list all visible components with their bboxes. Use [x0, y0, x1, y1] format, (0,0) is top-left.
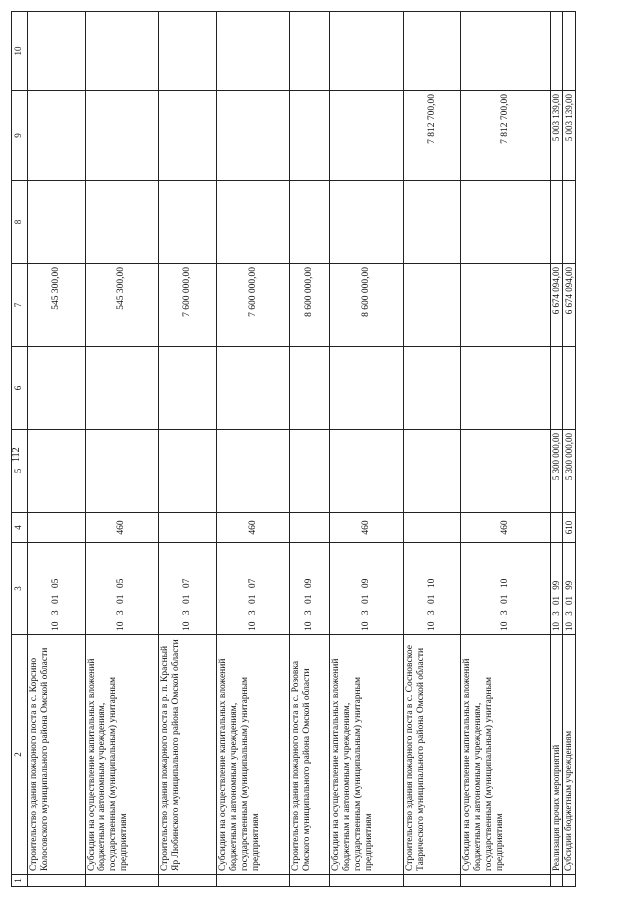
cell-col-6	[290, 347, 330, 430]
cell-col-5	[216, 430, 290, 513]
cell-col-6	[85, 347, 159, 430]
cell-col-7	[461, 264, 550, 347]
cell-col-2: Субсидии бюджетным учреждениям	[563, 635, 576, 875]
cell-col-8	[550, 181, 563, 264]
table-row	[290, 12, 330, 887]
table-row	[550, 12, 563, 887]
cell-col-7: 8 600 000,00	[290, 264, 330, 347]
cell-col-10	[330, 12, 404, 91]
cell-col-10	[27, 12, 85, 91]
cell-col-4	[27, 513, 85, 543]
cell-col-10	[550, 12, 563, 91]
cell-col-7: 6 674 094,00	[550, 264, 563, 347]
cell-col-10	[461, 12, 550, 91]
cell-col-10	[159, 12, 217, 91]
cell-col-9	[159, 91, 217, 181]
column-number: 7	[12, 264, 28, 347]
table-row	[403, 12, 461, 887]
cell-col-5	[330, 430, 404, 513]
cell-col-3: 10 3 01 09	[290, 543, 330, 635]
cell-col-5	[85, 430, 159, 513]
cell-col-4: 610	[563, 513, 576, 543]
table-row	[330, 12, 404, 887]
cell-col-9	[216, 91, 290, 181]
column-number: 5	[12, 430, 28, 513]
cell-col-5	[461, 430, 550, 513]
cell-col-1	[330, 875, 404, 887]
cell-col-10	[403, 12, 461, 91]
cell-col-1	[461, 875, 550, 887]
cell-col-4	[550, 513, 563, 543]
cell-col-3: 10 3 01 10	[461, 543, 550, 635]
cell-col-3: 10 3 01 99	[563, 543, 576, 635]
column-number: 1	[12, 875, 28, 887]
cell-col-7: 545 300,00	[85, 264, 159, 347]
column-number: 8	[12, 181, 28, 264]
cell-col-4: 460	[330, 513, 404, 543]
cell-col-9: 7 812 700,00	[461, 91, 550, 181]
cell-col-3: 10 3 01 09	[330, 543, 404, 635]
column-number: 4	[12, 513, 28, 543]
cell-col-10	[563, 12, 576, 91]
cell-col-6	[403, 347, 461, 430]
cell-col-4: 460	[216, 513, 290, 543]
cell-col-5	[159, 430, 217, 513]
cell-col-4	[159, 513, 217, 543]
cell-col-8	[27, 181, 85, 264]
cell-col-6	[550, 347, 563, 430]
cell-col-1	[85, 875, 159, 887]
column-number-row	[12, 12, 28, 887]
cell-col-8	[403, 181, 461, 264]
column-number: 6	[12, 347, 28, 430]
column-number: 3	[12, 543, 28, 635]
cell-col-7: 8 600 000,00	[330, 264, 404, 347]
cell-col-8	[563, 181, 576, 264]
cell-col-5	[290, 430, 330, 513]
cell-col-2: Реализация прочих мероприятий	[550, 635, 563, 875]
table-row	[27, 12, 85, 887]
cell-col-9	[85, 91, 159, 181]
cell-col-2: Субсидии на осуществление капитальных вложений бюджетным и автономным учреждениям, государственным (муниципальным) унитарным предприятиям	[461, 635, 550, 875]
cell-col-6	[27, 347, 85, 430]
cell-col-10	[216, 12, 290, 91]
cell-col-9	[27, 91, 85, 181]
cell-col-8	[216, 181, 290, 264]
cell-col-2: Строительство здания пожарного поста в с. Корсино Колосовского муниципального района Омской области	[27, 635, 85, 875]
cell-col-9	[290, 91, 330, 181]
cell-col-4: 460	[461, 513, 550, 543]
cell-col-3: 10 3 01 99	[550, 543, 563, 635]
cell-col-1	[290, 875, 330, 887]
cell-col-8	[290, 181, 330, 264]
cell-col-2: Субсидии на осуществление капитальных вложений бюджетным и автономным учреждениям, государственным (муниципальным) унитарным предприятиям	[85, 635, 159, 875]
cell-col-6	[563, 347, 576, 430]
cell-col-6	[330, 347, 404, 430]
cell-col-5	[403, 430, 461, 513]
cell-col-7: 545 300,00	[27, 264, 85, 347]
cell-col-6	[159, 347, 217, 430]
cell-col-9: 5 003 139,00	[550, 91, 563, 181]
cell-col-7: 6 674 094,00	[563, 264, 576, 347]
column-number: 10	[12, 12, 28, 91]
cell-col-2: Субсидии на осуществление капитальных вложений бюджетным и автономным учреждениям, государственным (муниципальным) унитарным предприятиям	[330, 635, 404, 875]
budget-table	[11, 11, 576, 887]
cell-col-9: 7 812 700,00	[403, 91, 461, 181]
cell-col-3: 10 3 01 05	[27, 543, 85, 635]
page-number: 112	[11, 447, 22, 462]
cell-col-6	[461, 347, 550, 430]
cell-col-9	[330, 91, 404, 181]
cell-col-5: 5 300 000,00	[563, 430, 576, 513]
cell-col-2: Строительство здания пожарного поста в с. Розовка Омского муниципального района Омской области	[290, 635, 330, 875]
cell-col-4: 460	[85, 513, 159, 543]
cell-col-4	[290, 513, 330, 543]
table-row	[216, 12, 290, 887]
cell-col-2: Строительство здания пожарного поста в с. Сосновское Таврического муниципального района Омской области	[403, 635, 461, 875]
cell-col-1	[563, 875, 576, 887]
table-row	[85, 12, 159, 887]
cell-col-10	[290, 12, 330, 91]
cell-col-3: 10 3 01 07	[216, 543, 290, 635]
cell-col-7	[403, 264, 461, 347]
cell-col-1	[27, 875, 85, 887]
cell-col-9: 5 003 139,00	[563, 91, 576, 181]
cell-col-3: 10 3 01 10	[403, 543, 461, 635]
cell-col-7: 7 600 000,00	[216, 264, 290, 347]
table-row	[461, 12, 550, 887]
cell-col-2: Строительство здания пожарного поста в р. п. Красный Яр Любинского муниципального района Омской области	[159, 635, 217, 875]
cell-col-7: 7 600 000,00	[159, 264, 217, 347]
cell-col-1	[403, 875, 461, 887]
cell-col-1	[550, 875, 563, 887]
table-row	[563, 12, 576, 887]
cell-col-1	[216, 875, 290, 887]
cell-col-8	[330, 181, 404, 264]
cell-col-1	[159, 875, 217, 887]
cell-col-3: 10 3 01 05	[85, 543, 159, 635]
cell-col-5: 5 300 000,00	[550, 430, 563, 513]
cell-col-5	[27, 430, 85, 513]
column-number: 2	[12, 635, 28, 875]
cell-col-3: 10 3 01 07	[159, 543, 217, 635]
cell-col-10	[85, 12, 159, 91]
cell-col-8	[85, 181, 159, 264]
cell-col-4	[403, 513, 461, 543]
table-row	[159, 12, 217, 887]
cell-col-6	[216, 347, 290, 430]
cell-col-2: Субсидии на осуществление капитальных вложений бюджетным и автономным учреждениям, государственным (муниципальным) унитарным предприятиям	[216, 635, 290, 875]
column-number: 9	[12, 91, 28, 181]
cell-col-8	[461, 181, 550, 264]
cell-col-8	[159, 181, 217, 264]
